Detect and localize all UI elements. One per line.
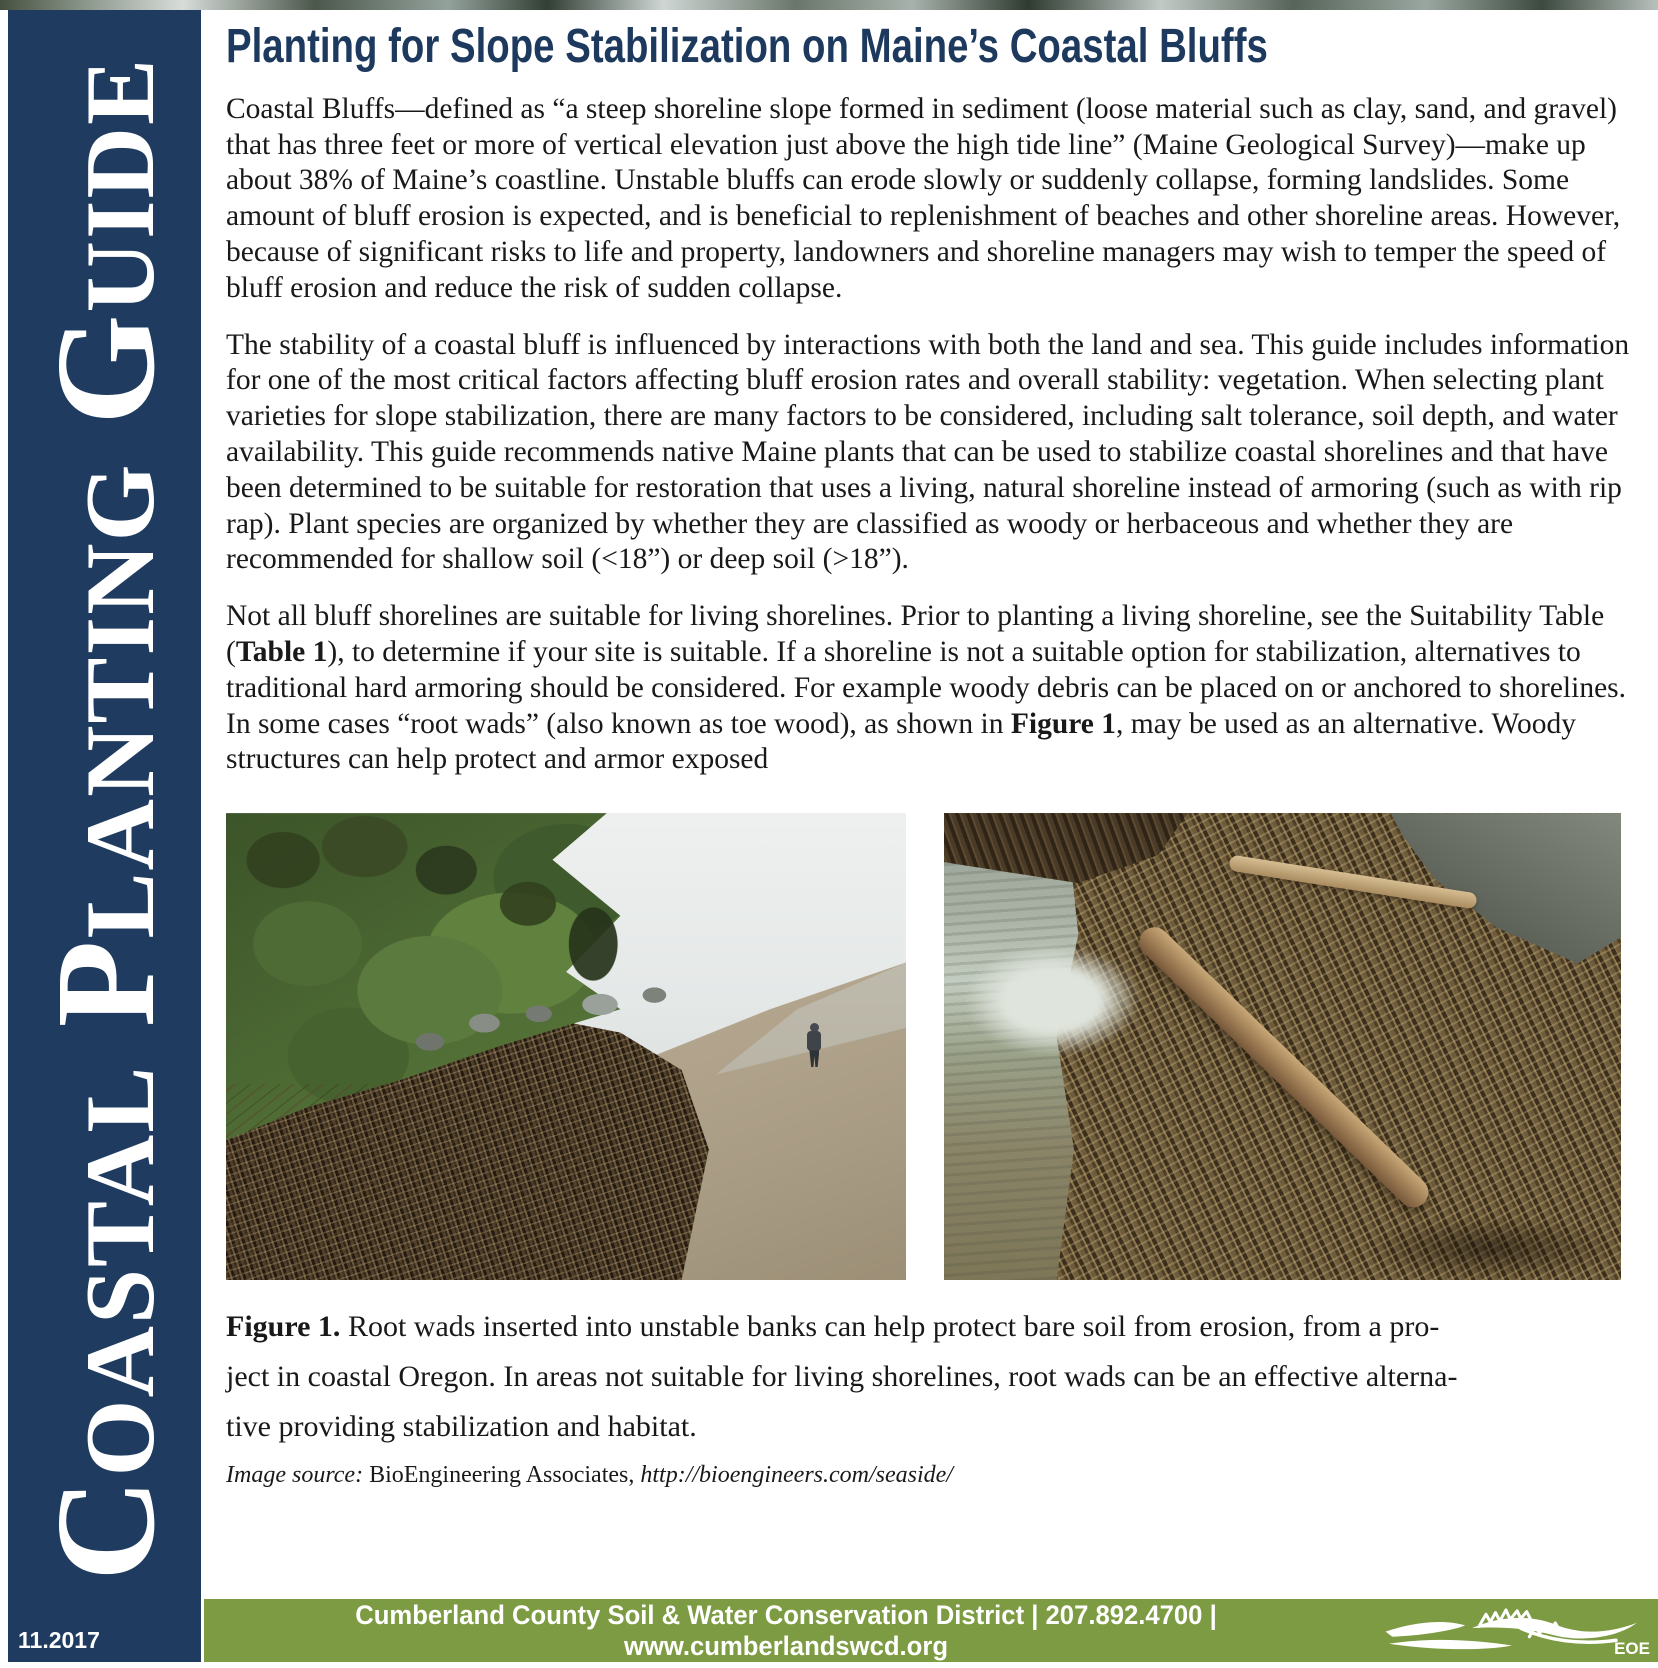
figure1-caption-line — [226, 1302, 1638, 1352]
figure1-photo-rootwad-closeup — [944, 813, 1621, 1280]
figure1-photo-beach-rootwads — [226, 813, 906, 1280]
paragraph-3-text: Not all bluff shorelines are suitable for living shorelines. Prior to planting a living shoreline, see the Suitability Table ( — [226, 600, 1605, 668]
photo-water-highlight — [964, 944, 1140, 1056]
photo-foreground-branches — [226, 1084, 600, 1280]
image-source-line — [226, 1462, 1638, 1489]
sidebar-vertical-title: Coastal Planting Guide — [25, 57, 184, 1582]
issue-date: 11.2017 — [18, 1627, 100, 1653]
image-source-url: http://bioengineers.com/seaside/ — [640, 1462, 953, 1489]
figure1-photos — [226, 813, 1638, 1280]
paragraph-3-text: ), to determine if your site is suitable. If a shoreline is not a suitable option for stabilization, alternatives to traditional hard armoring should be considered. For example woody debris can be placed on or anchored to shorelines. In some cases “root wads” (also known as toe wood), as shown in — [226, 635, 1627, 740]
photo-shadow — [1215, 1121, 1621, 1280]
photo-person-legs — [809, 1050, 819, 1067]
paragraph-2: The stability of a coastal bluff is influenced by interactions with both the land and sea. This guide includes information for one of the most critical factors affecting bluff erosion rates and overall stability: vegetation. When selecting plant varieties for slope stabilization, there are many factors to be considered, including salt tolerance, soil depth, and water availability. This guide recommends native Maine plants that can be used to stabilize coastal shorelines and that have been determined to be suitable for restoration that uses a living, natural shoreline instead of armoring (such as with rip rap). Plant species are organized by whether they are classified as woody or herbaceous and whether they are recommended for shallow soil (<18”) or deep soil (>18”). — [226, 328, 1630, 576]
paragraph-3-text: , may be used as an alternative. Woody structures can help protect and armor exposed — [226, 707, 1576, 776]
page-title-text: Planting for Slope Stabilization on Maine’s Coastal Bluffs — [226, 20, 1268, 73]
eoe-label: EOE — [1614, 1639, 1650, 1658]
top-photo-strip — [0, 0, 1658, 10]
image-source-label: Image source: — [226, 1462, 364, 1489]
paragraph-1: Coastal Bluffs—defined as “a steep shoreline slope formed in sediment (loose material such as clay, sand, and gravel) that has three feet or more of vertical elevation just above the high tide line” (Maine Geological Survey)—make up about 38% of Maine’s coastline. Unstable bluffs can erode slowly or suddenly collapse, forming landslides. Some amount of bluff erosion is expected, and is beneficial to replenishment of beaches and other shoreline areas. However, because of significant risks to life and property, landowners and shoreline managers may wish to temper the speed of bluff erosion and reduce the risk of sudden collapse. — [226, 92, 1621, 304]
page-title — [226, 20, 1638, 74]
figure1-caption-line: ject in coastal Oregon. In areas not suitable for living shorelines, root wads can be an effective alterna- — [226, 1360, 1458, 1394]
paragraph-3 — [226, 599, 1638, 778]
main-content — [226, 20, 1638, 1489]
swcd-hills-trees-waves-logo-icon — [1382, 1602, 1642, 1656]
sidebar — [8, 10, 201, 1662]
photo-person-walking — [807, 1023, 821, 1067]
figure1-caption-line: tive providing stabilization and habitat. — [226, 1410, 697, 1444]
figure1-caption-label: Figure 1. — [226, 1310, 341, 1344]
photo-person-torso — [807, 1031, 821, 1051]
figure1-reference: Figure 1 — [1010, 707, 1117, 740]
image-source-credit: BioEngineering Associates, — [363, 1462, 641, 1489]
figure1-caption — [226, 1302, 1638, 1452]
table1-reference: Table 1 — [235, 635, 328, 668]
footer-bar — [204, 1599, 1658, 1662]
footer-contact-line: Cumberland County Soil & Water Conservation District | 207.892.4700 | www.cumberlandswcd.org — [355, 1599, 1217, 1661]
figure1-caption-text: Root wads inserted into unstable banks can help protect bare soil from erosion, from a pro- — [340, 1310, 1440, 1344]
